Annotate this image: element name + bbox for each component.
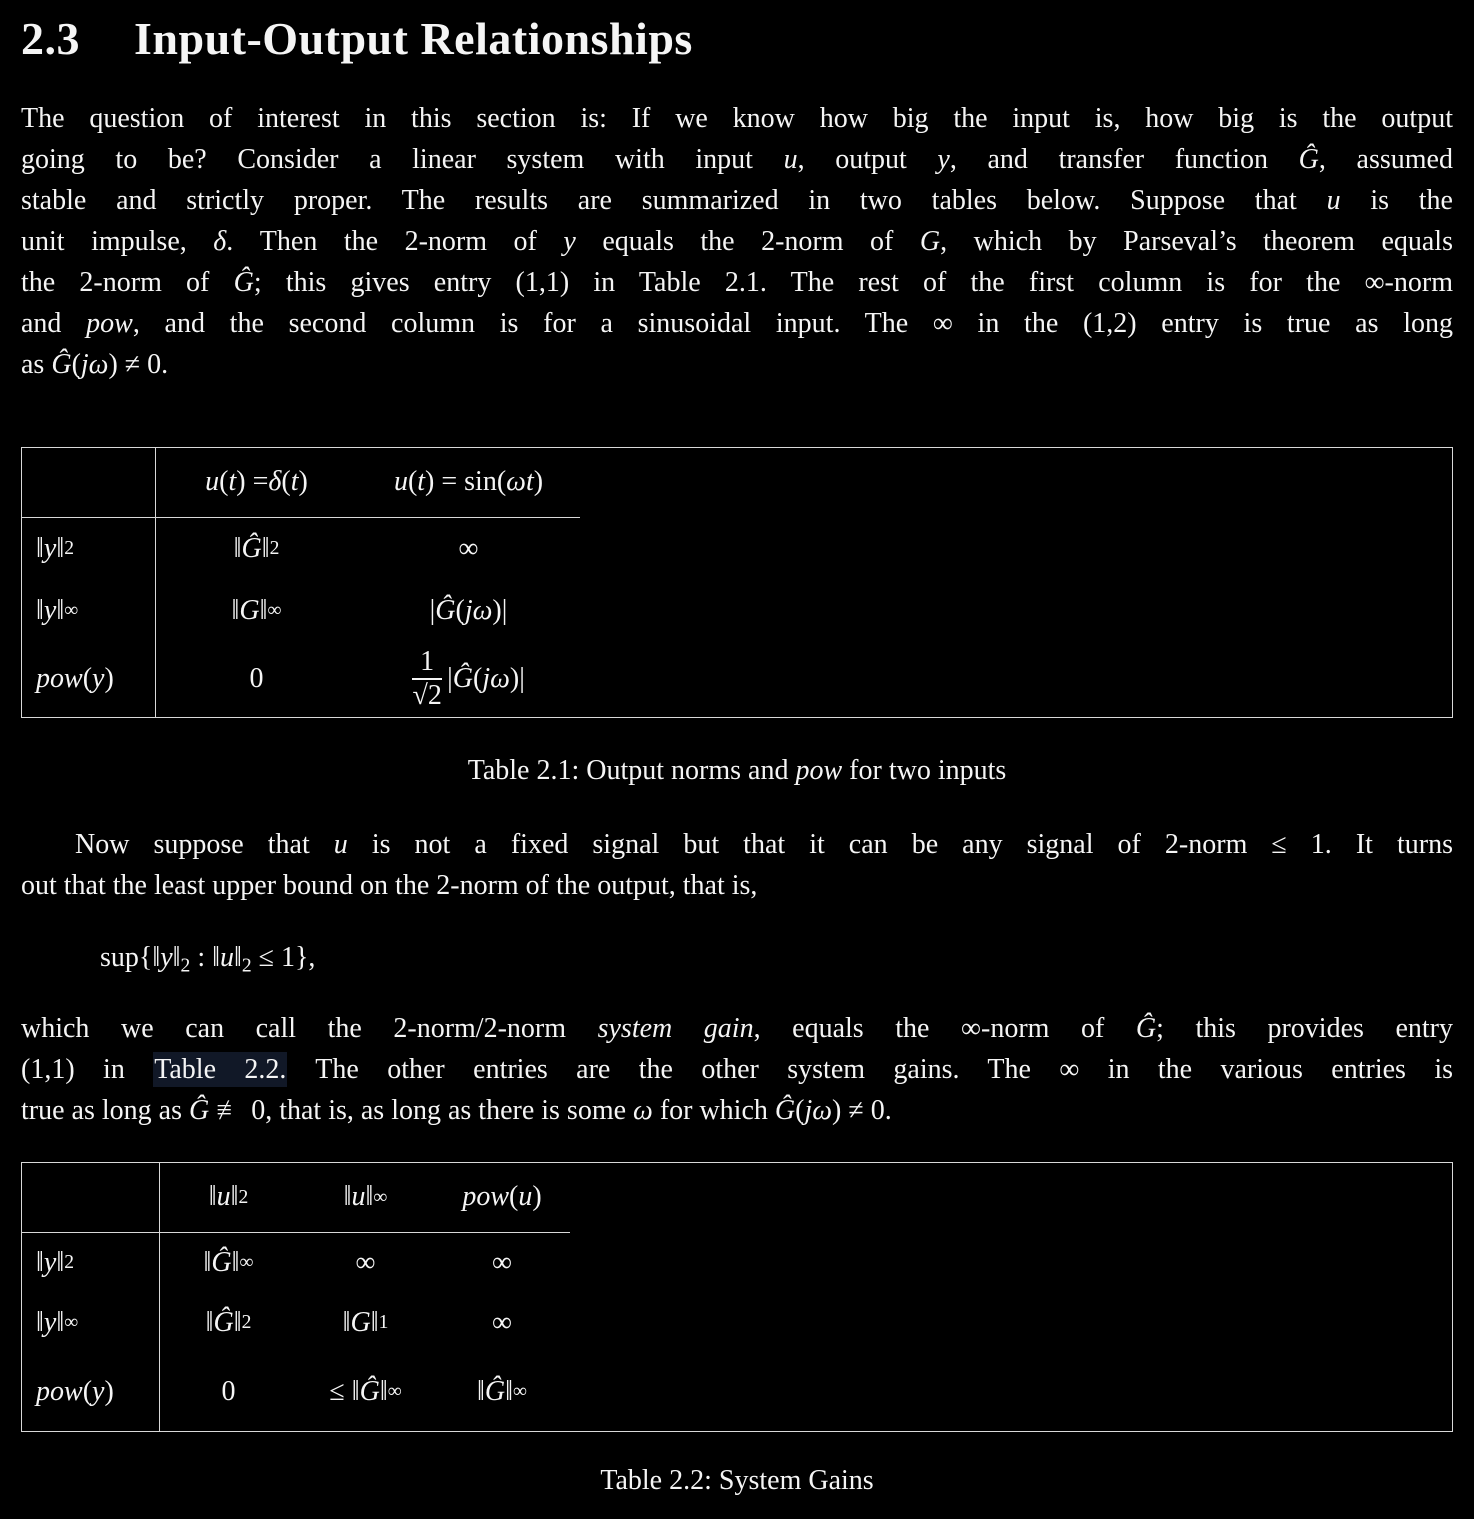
paragraph-1-line-2: going to be? Consider a linear system with input u, output y, and transfer function Ĝ, assumed <box>21 144 1453 175</box>
table2-cell-r3c1: 0 <box>221 1375 236 1407</box>
table1-cell-r3c2: $\frac{1}{√2}$ |Ĝ(jω)| <box>412 646 525 711</box>
paragraph-1-line-5: the 2-norm of Ĝ; this gives entry (1,1) in Table 2.1. The rest of the first column is for the ∞-norm <box>21 267 1453 298</box>
table1-row-label-y-infnorm: ‖ y ‖ ∞ <box>22 580 156 642</box>
table-2-2-link[interactable]: Table 2.2. <box>154 1054 287 1085</box>
table2-cell-r2c3: ∞ <box>492 1306 512 1338</box>
paragraph-1-line-3: stable and strictly proper. The results are summarized in two tables below. Suppose that u is the <box>21 185 1453 216</box>
paragraph-3-line-2-pre: (1,1) in <box>21 1054 154 1085</box>
paragraph-2-line-2: out that the least upper bound on the 2-norm of the output, that is, <box>21 870 758 901</box>
paragraph-3-line-1: which we can call the 2-norm/2-norm system gain, equals the ∞-norm of Ĝ; this provides entry <box>21 1013 1453 1044</box>
equation-sup-norm: $sup\{‖y‖_2$ : $‖u‖_2 \le 1$}, <box>100 942 316 977</box>
paragraph-1-line-7: as Ĝ(jω) ≠ 0. <box>21 349 169 380</box>
table1-cell-r3c1: 0 <box>249 663 264 695</box>
table2-cell-r3c2: ≤ ‖ Ĝ ‖ ∞ <box>329 1375 402 1407</box>
paragraph-2 <box>21 824 1453 906</box>
table2-cell-r2c2: ‖ G ‖ 1 <box>342 1306 389 1338</box>
table2-row-label-pow-y: pow ( y ) <box>22 1353 160 1431</box>
table2-cell-r1c2: ∞ <box>355 1246 376 1278</box>
table1-row-label-y-2norm: ‖ y ‖ 2 <box>22 518 156 580</box>
table2-corner-cell <box>22 1163 160 1233</box>
paragraph-1-line-1: The question of interest in this section is: If we know how big the input is, how big is the output <box>21 103 1453 134</box>
section-number: 2.3 <box>21 13 80 64</box>
table2-cell-r2c1: ‖ Ĝ ‖ 2 <box>205 1306 252 1338</box>
table-2-2-caption: Table 2.2: System Gains <box>600 1465 874 1496</box>
table1-col-header-impulse: u ( t ) = δ ( t ) <box>156 448 357 518</box>
paragraph-3-line-2-post: The other entries are the other system gains. The ∞ in the various entries is <box>287 1054 1453 1085</box>
paragraph-3 <box>21 1008 1453 1131</box>
table2-cell-r1c1: ‖ Ĝ ‖ ∞ <box>203 1246 254 1278</box>
table2-col-header-pow-u: pow ( u ) <box>434 1163 570 1233</box>
table2-cell-r3c3: ‖ Ĝ ‖ ∞ <box>477 1375 527 1407</box>
table2-row-label-y-2norm: ‖ y ‖ 2 <box>22 1233 160 1293</box>
table1-row-label-pow-y: pow ( y ) <box>22 642 156 717</box>
paragraph-3-line-2 <box>21 1049 1453 1090</box>
paragraph-1 <box>21 98 1453 385</box>
system-gains-table <box>21 1162 1453 1432</box>
table2-col-header-u-2norm: ‖ u ‖ 2 <box>160 1163 297 1233</box>
section-title: Input-Output Relationships <box>134 13 693 64</box>
table1-col-header-sinusoid: u ( t ) = sin( ωt ) <box>357 448 580 518</box>
table2-cell-r1c3: ∞ <box>492 1246 512 1278</box>
paragraph-3-line-3: true as long as Ĝ ≢ 0, that is, as long as there is some ω for which Ĝ(jω) ≠ 0. <box>21 1095 892 1126</box>
paragraph-1-line-6: and pow, and the second column is for a sinusoidal input. The ∞ in the (1,2) entry is true as long <box>21 308 1453 339</box>
table1-cell-r1c2: ∞ <box>458 532 479 564</box>
table1-cell-r2c1: ‖ G ‖ ∞ <box>231 594 282 626</box>
table-2-1-caption: Table 2.1: Output norms and pow for two inputs <box>467 755 1007 786</box>
table2-row-label-y-infnorm: ‖ y ‖ ∞ <box>22 1293 160 1353</box>
table2-col-header-u-infnorm: ‖ u ‖ ∞ <box>297 1163 434 1233</box>
table1-cell-r2c2: | Ĝ ( jω )| <box>429 594 508 626</box>
output-norms-table <box>21 447 1453 718</box>
table1-cell-r1c1: ‖ Ĝ ‖ 2 <box>233 532 280 564</box>
section-heading <box>21 13 1453 64</box>
paragraph-2-line-1: Now suppose that u is not a fixed signal but that it can be any signal of 2-norm ≤ 1. It turns <box>75 829 1453 860</box>
table1-corner-cell <box>22 448 156 518</box>
paragraph-1-line-4: unit impulse, δ. Then the 2-norm of y equals the 2-norm of G, which by Parseval’s theorem equals <box>21 226 1453 257</box>
